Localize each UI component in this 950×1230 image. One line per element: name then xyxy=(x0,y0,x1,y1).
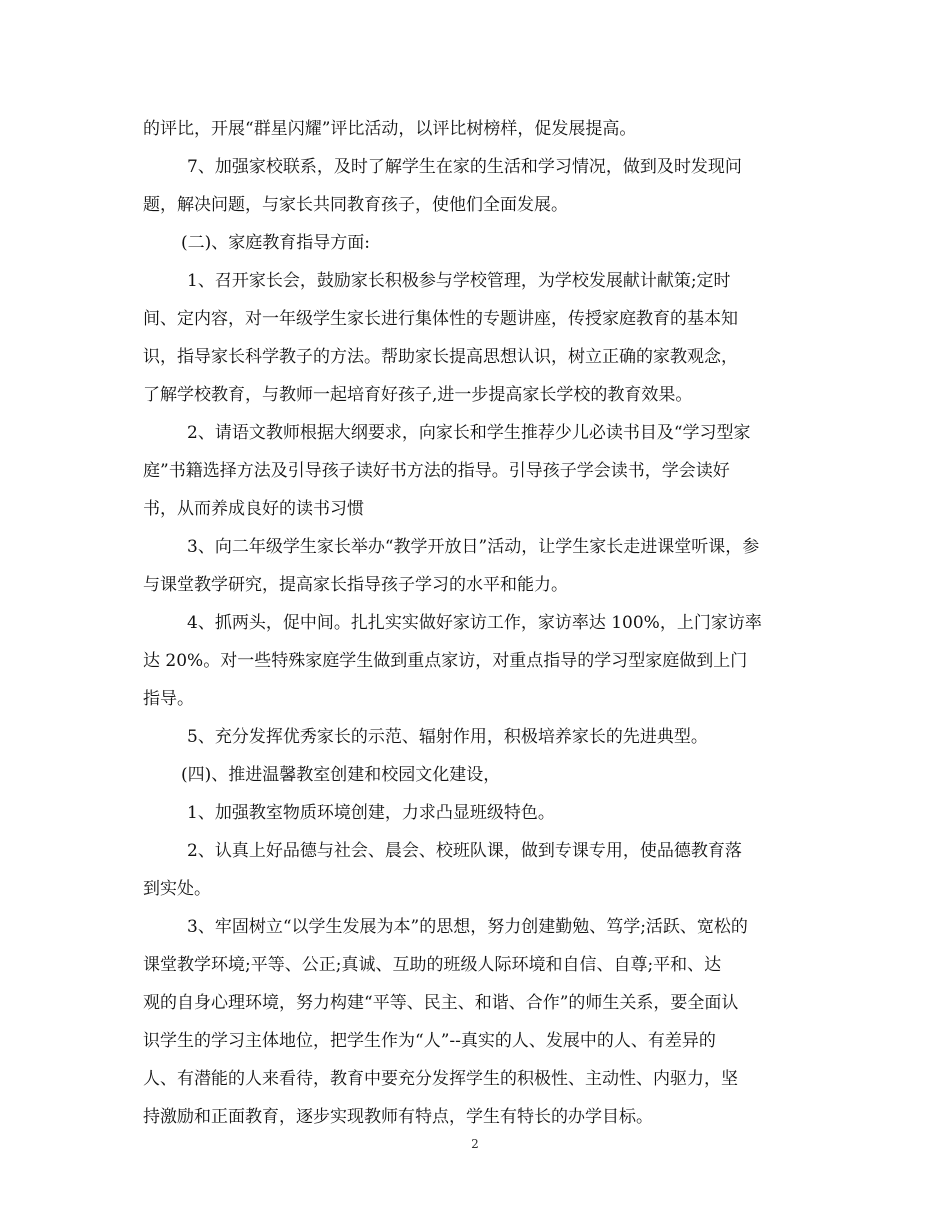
text-line: 3、向二年级学生家长举办“教学开放日”活动，让学生家长走进课堂听课，参 xyxy=(187,537,760,557)
text-line: 3、牢固树立“以学生发展为本”的思想，努力创建勤勉、笃学;活跃、宽松的 xyxy=(187,917,748,937)
text-line: 书，从而养成良好的读书习惯 xyxy=(143,499,364,519)
text-line: 达 20%。对一些特殊家庭学生做到重点家访，对重点指导的学习型家庭做到上门 xyxy=(143,651,748,671)
text-line: 识，指导家长科学教子的方法。帮助家长提高思想认识，树立正确的家教观念， xyxy=(143,347,738,367)
text-line: 观的自身心理环境，努力构建“平等、民主、和谐、合作”的师生关系，要全面认 xyxy=(143,993,739,1013)
text-line: 的评比，开展“群星闪耀”评比活动，以评比树榜样，促发展提高。 xyxy=(143,119,637,139)
text-line: 2、认真上好品德与社会、晨会、校班队课，做到专课专用，使品德教育落 xyxy=(187,841,742,861)
section-heading: (四)、推进温馨教室创建和校园文化建设， xyxy=(181,765,501,785)
text-line: 到实处。 xyxy=(143,879,211,899)
text-line: 了解学校教育，与教师一起培育好孩子,进一步提高家长学校的教育效果。 xyxy=(143,385,693,405)
text-line: 2、请语文教师根据大纲要求，向家长和学生推荐少儿必读书目及“学习型家 xyxy=(187,423,751,443)
text-line: 人、有潜能的人来看待，教育中要充分发挥学生的积极性、主动性、内驱力，坚 xyxy=(143,1069,738,1089)
text-line: 间、定内容，对一年级学生家长进行集体性的专题讲座，传授家庭教育的基本知 xyxy=(143,309,738,329)
text-line: 持激励和正面教育，逐步实现教师有特点，学生有特长的办学目标。 xyxy=(143,1107,653,1127)
text-line: 课堂教学环境;平等、公正;真诚、互助的班级人际环境和自信、自尊;平和、达 xyxy=(143,955,722,975)
text-line: 4、抓两头，促中间。扎扎实实做好家访工作，家访率达 100%，上门家访率 xyxy=(187,613,762,633)
text-line: 题，解决问题，与家长共同教育孩子，使他们全面发展。 xyxy=(143,195,568,215)
text-line: 1、召开家长会，鼓励家长积极参与学校管理，为学校发展献计献策;定时 xyxy=(187,271,731,291)
section-heading: (二)、家庭教育指导方面: xyxy=(181,233,370,253)
text-line: 7、加强家校联系，及时了解学生在家的生活和学习情况，做到及时发现问 xyxy=(187,157,742,177)
text-line: 庭”书籍选择方法及引导孩子读好书方法的指导。引导孩子学会读书，学会读好 xyxy=(143,461,730,481)
page-number: 2 xyxy=(471,1137,479,1151)
text-line: 识学生的学习主体地位，把学生作为“人”--真实的人、发展中的人、有差异的 xyxy=(143,1031,716,1051)
text-line: 指导。 xyxy=(143,689,194,709)
text-line: 5、充分发挥优秀家长的示范、辐射作用，积极培养家长的先进典型。 xyxy=(187,727,708,747)
text-line: 与课堂教学研究，提高家长指导孩子学习的水平和能力。 xyxy=(143,575,568,595)
text-line: 1、加强教室物质环境创建，力求凸显班级特色。 xyxy=(187,803,555,823)
